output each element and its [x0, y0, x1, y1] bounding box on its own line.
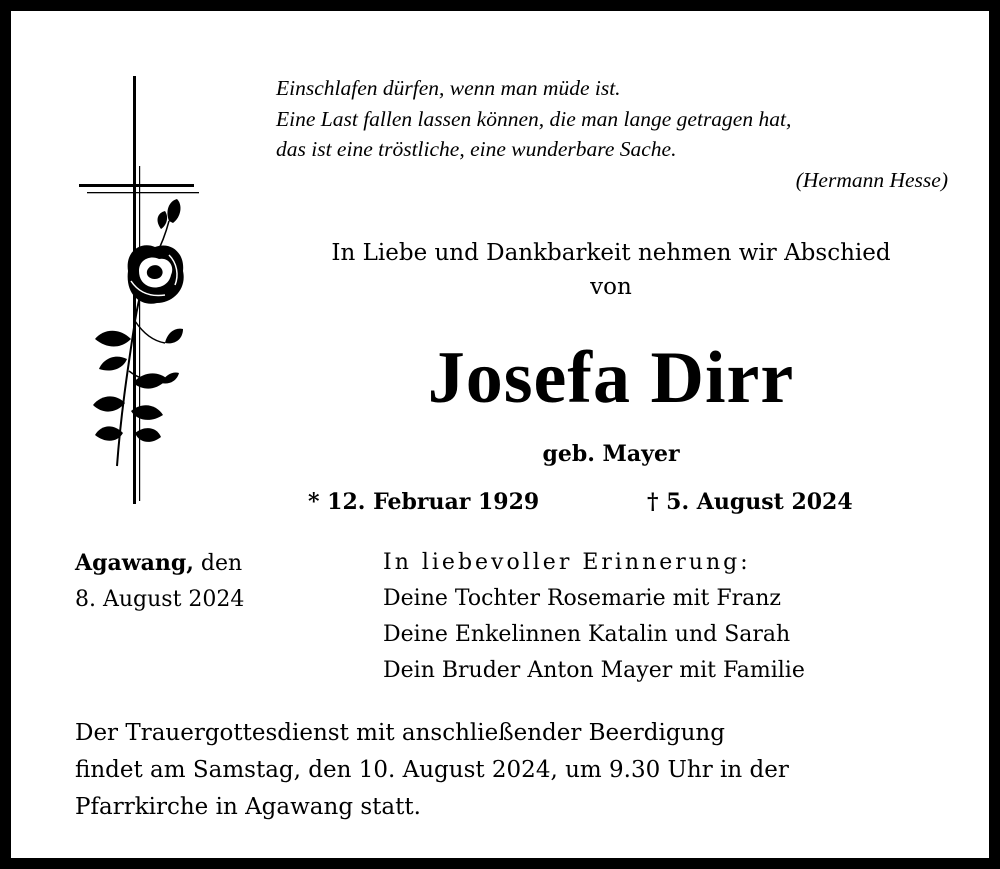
quote-line: Eine Last fallen lassen können, die man lange getragen hat, [276, 106, 792, 131]
quote-line: das ist eine tröstliche, eine wunderbare Sache. [276, 137, 677, 161]
place-and-date [75, 545, 244, 618]
town-name: Agawang, [75, 550, 194, 576]
mourners-list [383, 545, 805, 689]
quote-author: (Hermann Hesse) [795, 167, 948, 192]
service-line: Der Trauergottesdienst mit anschließender Beerdigung [75, 720, 725, 746]
mourner-entry: Deine Tochter Rosemarie mit Franz [383, 586, 781, 611]
mourner-entry: Dein Bruder Anton Mayer mit Familie [383, 658, 805, 683]
intro-line: von [590, 274, 632, 300]
service-line: Pfarrkirche in Agawang statt. [75, 794, 421, 820]
maiden-name: geb. Mayer [542, 441, 680, 467]
service-line: findet am Samstag, den 10. August 2024, um 9.30 Uhr in der [75, 757, 789, 783]
death-date: † 5. August 2024 [647, 489, 853, 515]
mourner-entry: Deine Enkelinnen Katalin und Sarah [383, 622, 791, 647]
farewell-intro [261, 236, 961, 304]
den-word: den [193, 551, 243, 576]
quote-line: Einschlafen dürfen, wenn man müde ist. [276, 76, 621, 100]
birth-date: * 12. Februar 1929 [308, 489, 540, 515]
place-line [75, 545, 244, 582]
deceased-name: Josefa Dirr [427, 337, 795, 419]
intro-line: In Liebe und Dankbarkeit nehmen wir Abschied [331, 240, 891, 266]
mourners-heading: In liebevoller Erinnerung: [383, 550, 751, 575]
notice-date: 8. August 2024 [75, 587, 245, 612]
hesse-quote [276, 73, 948, 195]
funeral-service-info [75, 715, 975, 826]
cross-with-rose-icon [73, 71, 208, 511]
